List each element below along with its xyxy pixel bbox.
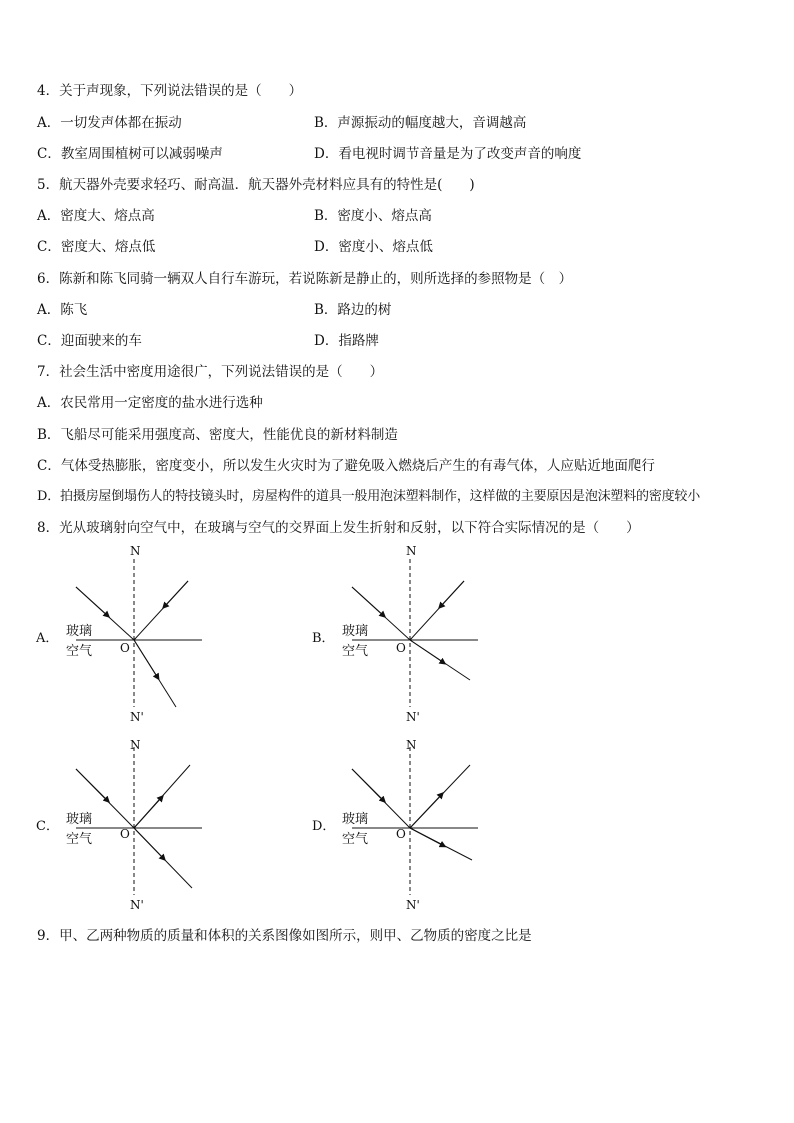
medium-top-label: 玻璃 bbox=[66, 812, 93, 827]
q8-figure-a bbox=[36, 544, 216, 729]
q4-option-b: B．声源振动的幅度越大，音调越高 bbox=[314, 115, 527, 131]
q7-option-a: A．农民常用一定密度的盐水进行选种 bbox=[37, 395, 263, 411]
normal-label-bottom: N' bbox=[406, 898, 420, 912]
q8-figure-b bbox=[312, 544, 492, 729]
q7-option-c: C．气体受热膨胀，密度变小，所以发生火灾时为了避免吸入燃烧后产生的有毒气体，人应贴近地面爬行 bbox=[37, 458, 655, 474]
option-label: D． bbox=[312, 819, 336, 834]
medium-bottom-label: 空气 bbox=[342, 832, 369, 847]
option-label: A． bbox=[36, 631, 59, 646]
medium-top-label: 玻璃 bbox=[66, 624, 93, 639]
normal-label-top: N bbox=[130, 544, 141, 558]
q4-option-c: C．教室周围植树可以减弱噪声 bbox=[37, 146, 223, 162]
q5-option-d: D．密度小、熔点低 bbox=[314, 239, 433, 255]
q7-option-d: D．拍摄房屋倒塌伤人的特技镜头时，房屋构件的道具一般用泡沫塑料制作，这样做的主要原因是泡沫塑料的密度较小 bbox=[37, 489, 701, 504]
origin-label: O bbox=[396, 827, 406, 841]
q8-stem: 8．光从玻璃射向空气中，在玻璃与空气的交界面上发生折射和反射，以下符合实际情况的是（ ） bbox=[37, 520, 640, 536]
q9-stem: 9．甲、乙两种物质的质量和体积的关系图像如图所示，则甲、乙物质的密度之比是 bbox=[37, 928, 532, 944]
q5-option-c: C．密度大、熔点低 bbox=[37, 239, 156, 255]
q8-figure-d bbox=[312, 737, 492, 917]
option-label: B． bbox=[312, 631, 335, 646]
medium-top-label: 玻璃 bbox=[342, 624, 369, 639]
medium-bottom-label: 空气 bbox=[342, 644, 369, 659]
normal-label-bottom: N' bbox=[130, 710, 144, 724]
q6-stem: 6．陈新和陈飞同骑一辆双人自行车游玩，若说陈新是静止的，则所选择的参照物是（ ） bbox=[37, 271, 573, 287]
q5-option-b: B．密度小、熔点高 bbox=[314, 208, 432, 224]
q6-option-b: B．路边的树 bbox=[314, 302, 392, 318]
origin-label: O bbox=[120, 641, 130, 655]
option-label: C． bbox=[36, 819, 59, 834]
q4-option-a: A．一切发声体都在振动 bbox=[37, 115, 182, 131]
normal-label-top: N bbox=[130, 738, 141, 752]
medium-top-label: 玻璃 bbox=[342, 812, 369, 827]
q4-option-d: D．看电视时调节音量是为了改变声音的响度 bbox=[314, 146, 582, 162]
normal-label-bottom: N' bbox=[130, 898, 144, 912]
q7-stem: 7．社会生活中密度用途很广，下列说法错误的是（ ） bbox=[37, 364, 384, 380]
medium-bottom-label: 空气 bbox=[66, 832, 93, 847]
q6-option-a: A．陈飞 bbox=[37, 302, 88, 318]
q5-stem: 5．航天器外壳要求轻巧、耐高温．航天器外壳材料应具有的特性是( ) bbox=[37, 177, 475, 193]
origin-label: O bbox=[120, 827, 130, 841]
origin-label: O bbox=[396, 641, 406, 655]
q7-option-b: B．飞船尽可能采用强度高、密度大，性能优良的新材料制造 bbox=[37, 427, 398, 443]
q6-option-d: D．指路牌 bbox=[314, 333, 379, 349]
q5-option-a: A．密度大、熔点高 bbox=[37, 208, 155, 224]
medium-bottom-label: 空气 bbox=[66, 644, 93, 659]
normal-label-top: N bbox=[406, 738, 417, 752]
q4-stem: 4．关于声现象，下列说法错误的是（ ） bbox=[37, 83, 303, 99]
normal-label-top: N bbox=[406, 544, 417, 558]
q6-option-c: C．迎面驶来的车 bbox=[37, 333, 142, 349]
q8-figure-c bbox=[36, 737, 216, 917]
normal-label-bottom: N' bbox=[406, 710, 420, 724]
